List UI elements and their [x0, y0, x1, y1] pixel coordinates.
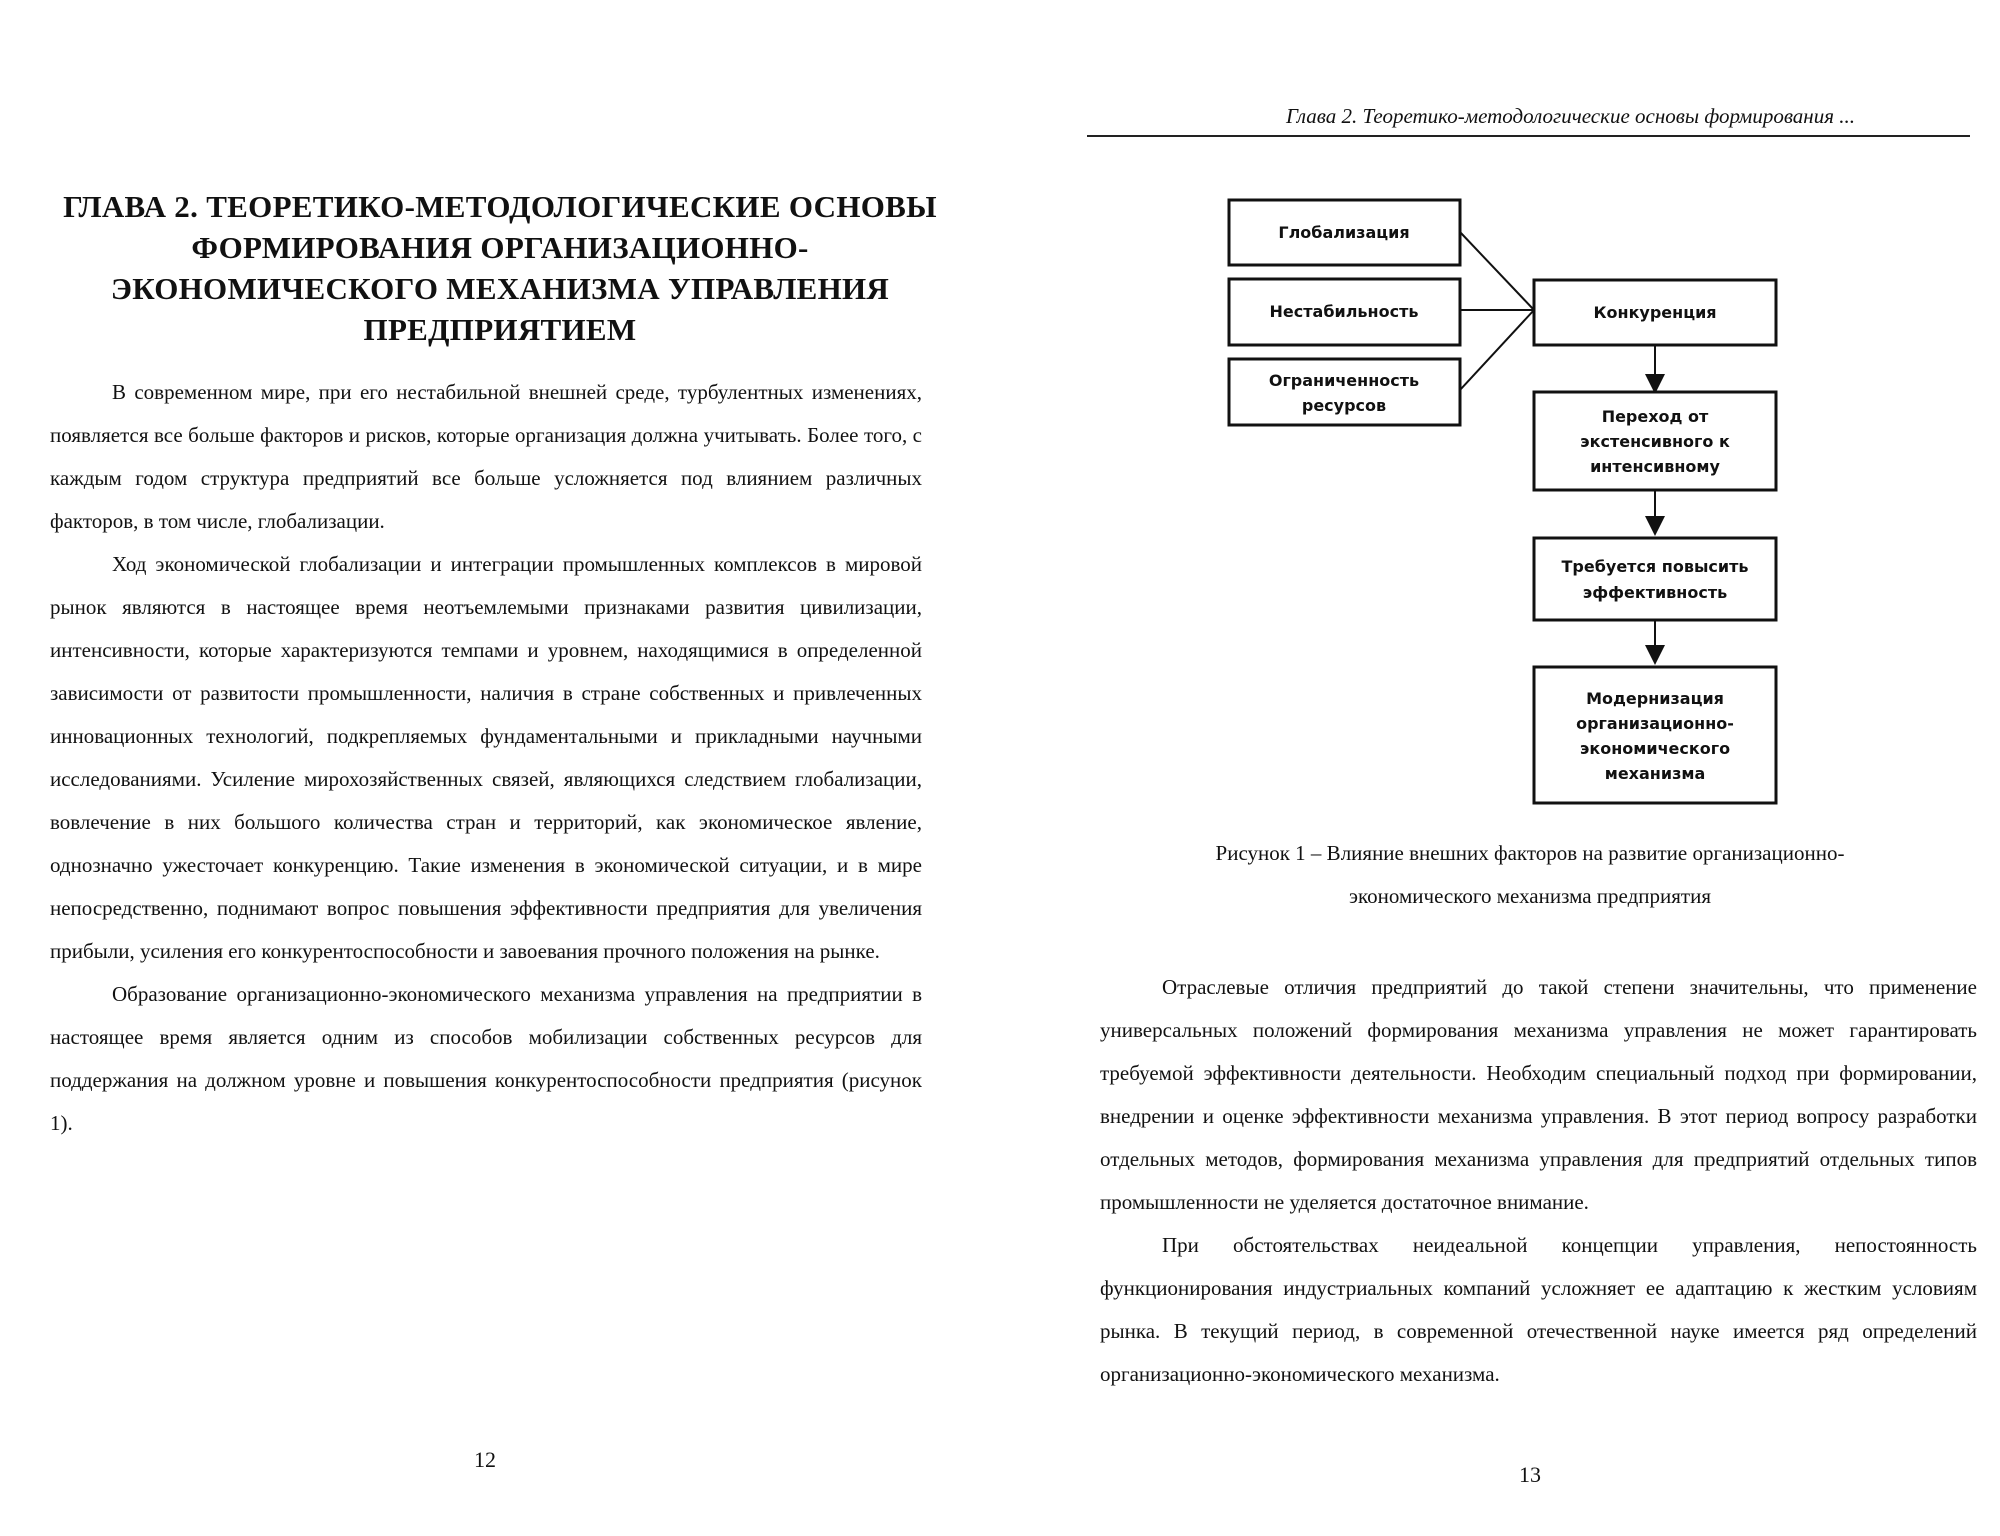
node-label: интенсивному	[1590, 457, 1720, 476]
paragraph: При обстоятельствах неидеальной концепции управления, непостоянность функционирования индустриальных компаний усложняет ее адаптацию к жестким условиям рынка. В текущий период, в современной отечественной науке имеется ряд определений организационно-экономического механизма.	[1100, 1233, 1977, 1386]
paragraph: Отраслевые отличия предприятий до такой степени значительны, что применение универсальных положений формирования механизма управления не может гарантировать требуемой эффективности деятельности. Необходим специальный подход при формировании, внедрении и оценке эффективности механизма управления. В этот период вопросу разработки отдельных методов, формирования механизма управления для предприятий отдельных типов промышленности не уделяется достаточное внимание.	[1100, 975, 1977, 1214]
flow-diagram	[1000, 0, 2000, 830]
node-label: Требуется повысить	[1561, 557, 1749, 576]
left-page	[0, 0, 985, 1536]
node-label: организационно-	[1576, 714, 1734, 733]
connector-line	[1460, 232, 1534, 310]
node-label: ресурсов	[1301, 396, 1387, 415]
node-label: механизма	[1604, 764, 1706, 783]
paragraph: Образование организационно-экономического механизма управления на предприятии в настоящее время является одним из способов мобилизации собственных ресурсов для поддержания на должном уровне и повышения конкурентоспособности предприятия (рисунок 1).	[50, 982, 922, 1135]
node-label: Конкуренция	[1593, 303, 1717, 322]
figure-caption	[1085, 832, 1975, 918]
node-label: Переход от	[1601, 407, 1709, 426]
left-body-text	[50, 371, 922, 1145]
page-number: 12	[474, 1447, 496, 1472]
right-body-text	[1100, 966, 1977, 1396]
efficiency-box	[1534, 538, 1776, 620]
node-label: эффективность	[1582, 583, 1728, 602]
connector-line	[1460, 310, 1534, 390]
node-label: экономического	[1579, 739, 1731, 758]
right-page	[1000, 0, 2000, 1536]
chapter-title: ГЛАВА 2. ТЕОРЕТИКО-МЕТОДОЛОГИЧЕСКИЕ ОСНОВЫ ФОРМИРОВАНИЯ ОРГАНИЗАЦИОННО-ЭКОНОМИЧЕСКОГО МЕХАНИЗМА УПРАВЛЕНИЯ ПРЕДПРИЯТИЕМ	[63, 189, 937, 347]
node-label: Ограниченность	[1268, 371, 1420, 390]
node-label: Глобализация	[1278, 223, 1410, 242]
caption-line: Рисунок 1 – Влияние внешних факторов на развитие организационно-	[1215, 841, 1845, 865]
page-number: 13	[1519, 1462, 1541, 1487]
caption-line: экономического механизма предприятия	[1349, 884, 1711, 908]
node-label: Нестабильность	[1269, 302, 1419, 321]
node-label: Модернизация	[1586, 689, 1724, 708]
paragraph: В современном мире, при его нестабильной внешней среде, турбулентных изменениях, появляется все больше факторов и рисков, которые организация должна учитывать. Более того, с каждым годом структура предприятий все больше усложняется под влиянием различных факторов, в том числе, глобализации.	[50, 380, 922, 533]
paragraph: Ход экономической глобализации и интеграции промышленных комплексов в мировой рынок являются в настоящее время неотъемлемыми признаками развития цивилизации, интенсивности, которые характеризуются темпами и уровнем, находящимися в определенной зависимости от развитости промышленности, наличия в стране собственных и привлеченных инновационных технологий, подкрепляемых фундаментальными и прикладными научными исследованиями. Усиление мирохозяйственных связей, являющихся следствием глобализации, вовлечение в них большого количества стран и территорий, как экономическое явление, однозначно ужесточает конкуренцию. Такие изменения в экономической ситуации, и в мире непосредственно, поднимают вопрос повышения эффективности предприятия для увеличения прибыли, усиления его конкурентоспособности и завоевания прочного положения на рынке.	[50, 552, 922, 963]
node-label: экстенсивного к	[1580, 432, 1730, 451]
limited-resources-box	[1229, 359, 1460, 425]
running-header: Глава 2. Теоретико-методологические основы формирования ...	[1087, 104, 1970, 137]
